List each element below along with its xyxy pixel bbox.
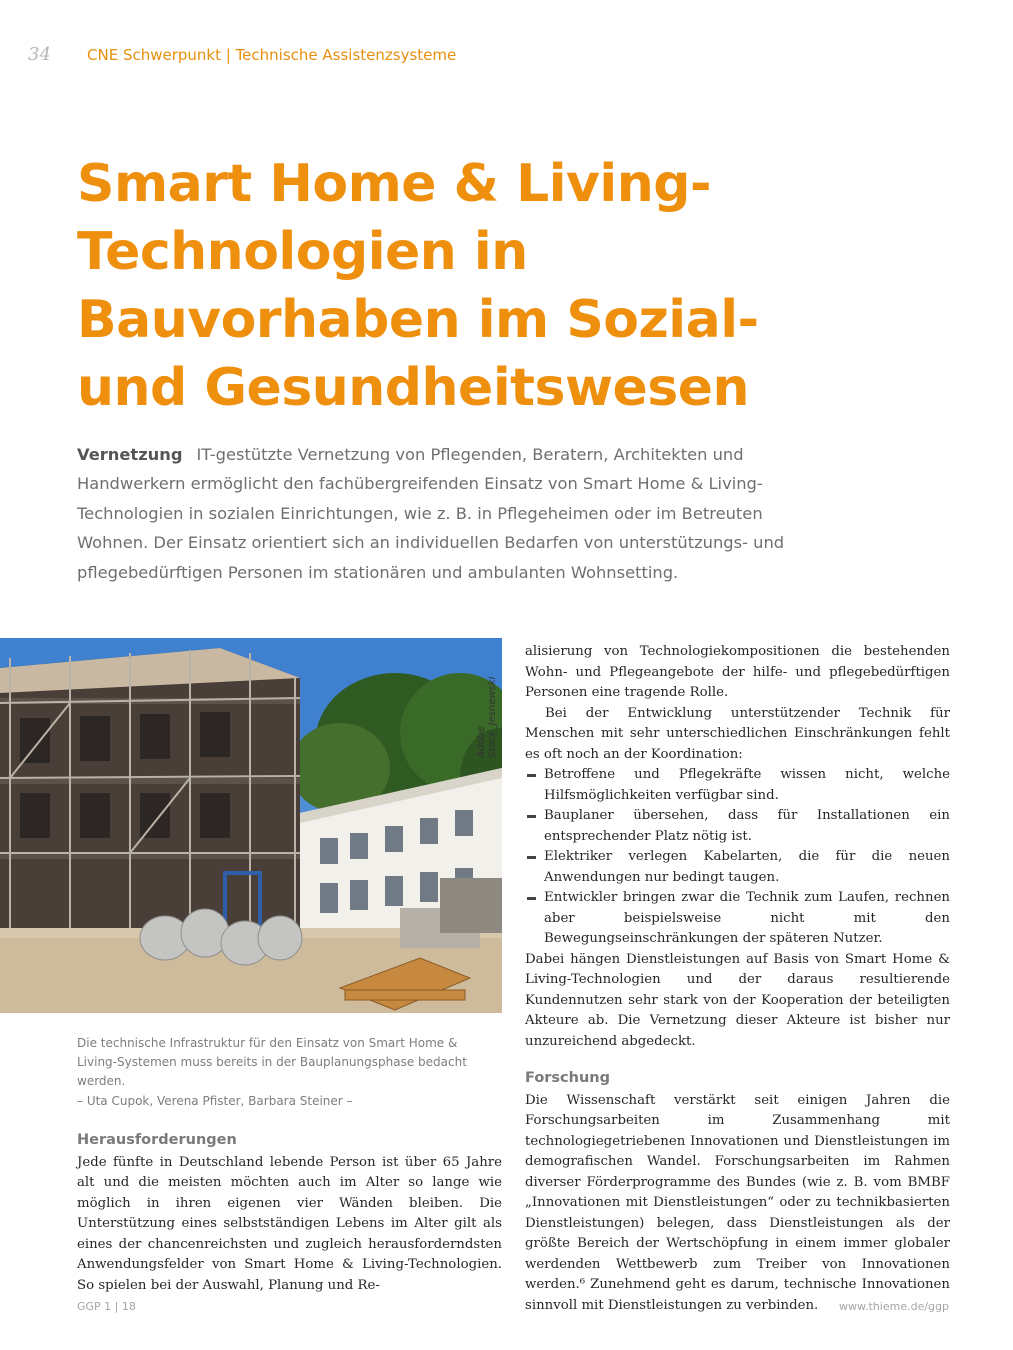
footer-url: www.thieme.de/ggp — [839, 1300, 949, 1313]
left-column — [77, 1130, 502, 1296]
lead-keyword: Vernetzung — [77, 445, 183, 464]
right-column — [525, 642, 950, 1316]
list-item: Elektriker verlegen Kabelarten, die für die neuen Anwendungen nur bedingt taugen. — [525, 847, 950, 888]
lead-text: IT-gestützte Vernetzung von Pflegenden, Beratern, Architekten und Handwerkern ermöglicht den fachübergreifenden Einsatz von Smart Home & Living-Technologien in sozialen Einrichtungen, wie z. B. in Pflegeheimen oder im Betreuten Wohnen. Der Einsatz orientiert sich an individuellen Bedarfen von unterstützungs- und pflegebedürftigen Personen im stationären und ambulanten Wohnsetting. — [77, 445, 785, 582]
heading-herausforderungen: Herausforderungen — [77, 1132, 237, 1148]
list-item: Entwickler bringen zwar die Technik zum Laufen, rechnen aber beispielsweise nicht mit den Bewegungseinschränkungen der späteren Nutzer. — [525, 888, 950, 950]
left-paragraph: Jede fünfte in Deutschland lebende Person ist über 65 Jahre alt und die meisten möchten auch im Alter so lange wie möglich in ihren eigenen vier Wänden bleiben. Die Unterstützung eines selbstständigen Lebens im Alter gilt als eines der chancenreichsten und zugleich herausforderndsten Anwendungsfelder von Smart Home & Living-Technologien. So spielen bei der Auswahl, Planung und Re- — [77, 1154, 502, 1293]
page-number: 34 — [28, 44, 51, 65]
heading-forschung: Forschung — [525, 1070, 611, 1086]
footer-issue: GGP 1 | 18 — [77, 1300, 136, 1313]
construction-photo — [0, 638, 502, 1013]
right-continuation: alisierung von Technologiekompositionen die bestehenden Wohn- und Pflegeangebote der hilfe- und pflegebedürftigen Personen eine tragende Rolle. — [525, 644, 950, 700]
photo-credit: Adobe Stock_Jesnewski — [476, 676, 498, 758]
section-label: CNE Schwerpunkt | Technische Assistenzsysteme — [87, 46, 457, 64]
list-item: Betroffene und Pflegekräfte wissen nicht, welche Hilfsmöglichkeiten verfügbar sind. — [525, 765, 950, 806]
lead-paragraph — [77, 440, 797, 587]
right-paragraph-3: Dabei hängen Dienstleistungen auf Basis von Smart Home & Living-Technologien und der daraus resultierende Kundennutzen sehr stark von der Kooperation der beteiligten Akteure ab. Die Vernetzung dieser Akteure ist bisher nur unzureichend abgedeckt. — [525, 951, 950, 1049]
coordination-list — [525, 765, 950, 950]
right-paragraph-2: Bei der Entwicklung unterstützender Technik für Menschen mit sehr unterschiedlichen Einschränkungen fehlt es oft noch an der Koordination: — [525, 705, 950, 762]
right-paragraph-4: Die Wissenschaft verstärkt seit einigen Jahren die Forschungsarbeiten im Zusammenhang mit technologiegetriebenen Innovationen und Dienstleistungen im demografischen Wandel. Forschungsarbeiten im Rahmen diverser Förderprogramme des Bundes (wie z. B. vom BMBF „Innovationen mit Dienstleistungen“ oder zu technikbasierten Dienstleistungen) belegen, dass Dienstleistungen als der größte Bereich der Wertschöpfung in einem immer globaler werdenden Wettbewerb zum Treiber von Innovationen werden.⁶ Zunehmend geht es darum, technische Innovationen sinnvoll mit Dienstleistungen zu verbinden. — [525, 1092, 950, 1313]
list-item: Bauplaner übersehen, dass für Installationen ein entsprechender Platz nötig ist. — [525, 806, 950, 847]
photo-caption: Die technische Infrastruktur für den Einsatz von Smart Home & Living-Systemen muss bereits in der Bauplanungsphase bedacht werden. — [77, 1036, 467, 1088]
article-title: Smart Home & Living-Technologien in Bauvorhaben im Sozial- und Gesundheitswesen — [77, 154, 759, 418]
authors-line: – Uta Cupok, Verena Pfister, Barbara Steiner – — [77, 1094, 353, 1108]
